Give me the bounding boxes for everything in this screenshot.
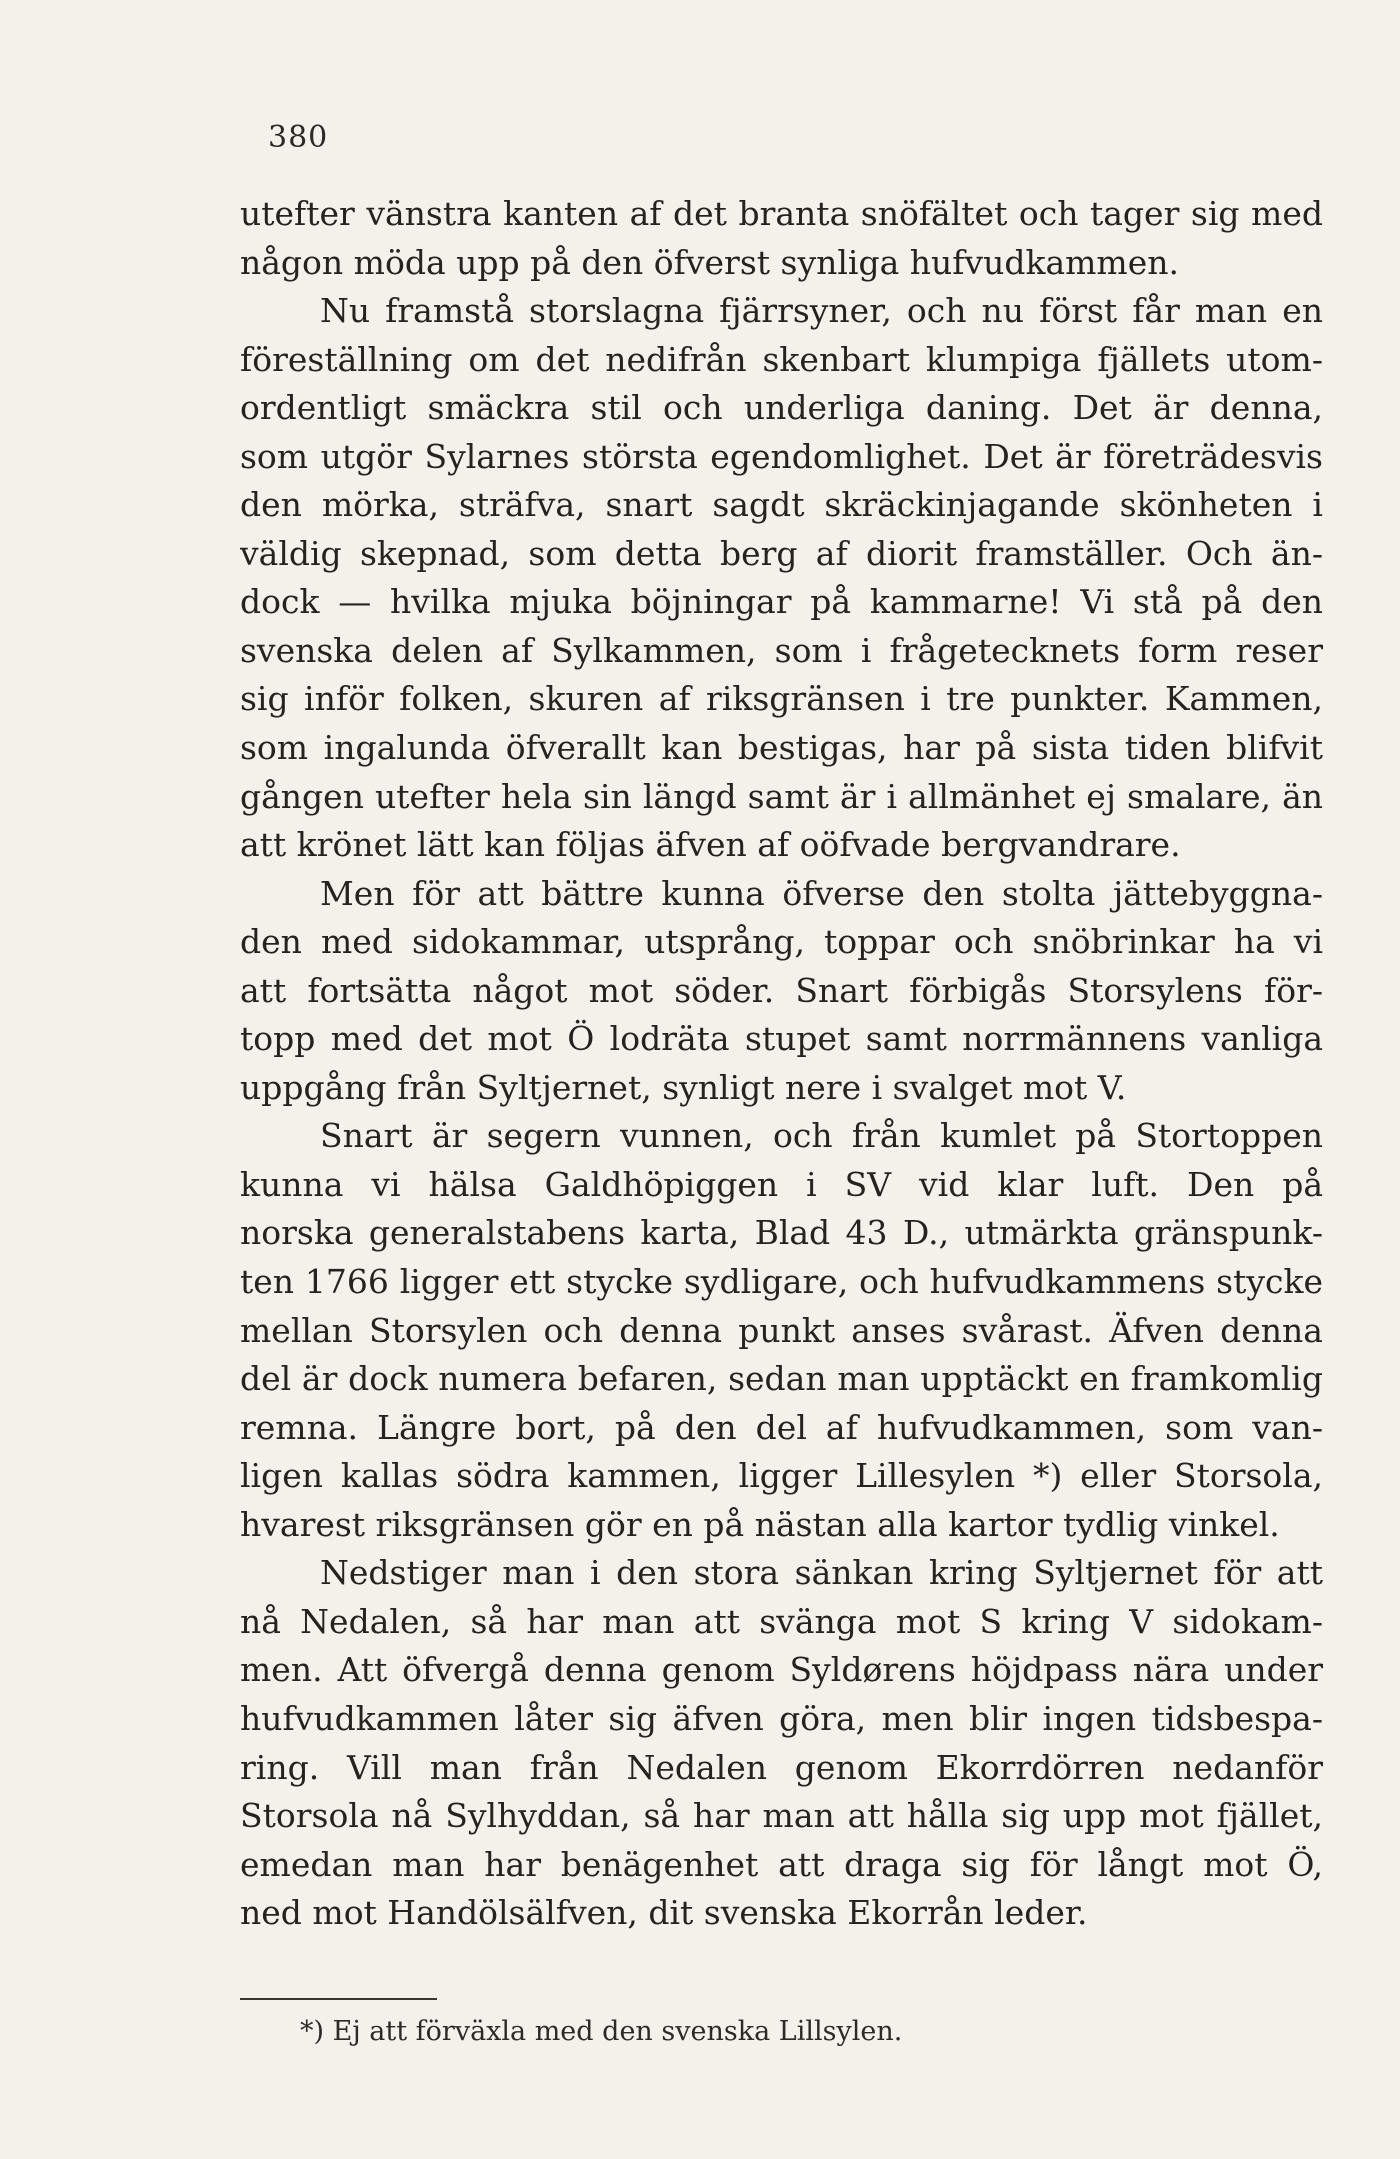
text-line: svenska delen af Sylkammen, som i frågetecknets form reser <box>240 630 1323 670</box>
text-line: ned mot Handölsälfven, dit svenska Ekorrån leder. <box>240 1893 1088 1933</box>
text-line: sig inför folken, skuren af riksgränsen i tre punkter. Kammen, <box>240 679 1323 719</box>
footnote: *) Ej att förväxla med den svenska Lillsylen. <box>300 2016 903 2047</box>
text-line: norska generalstabens karta, Blad 43 D., utmärkta gränspunk- <box>240 1213 1323 1253</box>
text-line: uppgång från Syltjernet, synligt nere i svalget mot V. <box>240 1067 1127 1107</box>
text-line: ordentligt smäckra stil och underliga daning. Det är denna, <box>240 388 1323 428</box>
footnote-rule <box>240 1998 437 2000</box>
text-line: den mörka, sträfva, snart sagdt skräckinjagande skönheten i <box>240 485 1323 525</box>
text-line: att krönet lätt kan följas äfven af oöfvade bergvandrare. <box>240 825 1181 865</box>
text-line: som utgör Sylarnes största egendomlighet. Det är företrädesvis <box>240 436 1323 476</box>
text-line: Men för att bättre kunna öfverse den stolta jättebyggna- <box>320 873 1323 913</box>
text-line: utefter vänstra kanten af det branta snöfältet och tager sig med <box>240 194 1323 233</box>
text-line: som ingalunda öfverallt kan bestigas, har på sista tiden blifvit <box>240 728 1323 768</box>
text-line: Nu framstå storslagna fjärrsyner, och nu först får man en <box>320 291 1323 331</box>
text-line: att fortsätta något mot söder. Snart förbigås Storsylens för- <box>240 970 1323 1010</box>
text-line: föreställning om det nedifrån skenbart klumpiga fjällets utom- <box>240 339 1323 379</box>
text-line: men. Att öfvergå denna genom Syldørens höjdpass nära under <box>240 1650 1323 1690</box>
page-number: 380 <box>268 120 329 155</box>
text-line: ring. Vill man från Nedalen genom Ekorrdörren nedanför <box>240 1747 1323 1787</box>
text-line: remna. Längre bort, på den del af hufvudkammen, som van- <box>240 1407 1323 1447</box>
text-line: hvarest riksgränsen gör en på nästan alla kartor tydlig vinkel. <box>240 1504 1280 1544</box>
text-line: ten 1766 ligger ett stycke sydligare, och hufvudkammens stycke <box>240 1262 1323 1302</box>
text-line: emedan man har benägenhet att draga sig för långt mot Ö, <box>240 1844 1323 1884</box>
text-line: Nedstiger man i den stora sänkan kring Syltjernet för att <box>320 1553 1323 1593</box>
text-line: kunna vi hälsa Galdhöpiggen i SV vid klar luft. Den på <box>240 1164 1323 1204</box>
text-line: nå Nedalen, så har man att svänga mot S kring V sidokam- <box>240 1601 1323 1641</box>
text-line: dock — hvilka mjuka böjningar på kammarne! Vi stå på den <box>240 582 1323 622</box>
text-line: del är dock numera befaren, sedan man upptäckt en framkomlig <box>240 1359 1323 1399</box>
text-line: hufvudkammen låter sig äfven göra, men blir ingen tidsbespa- <box>240 1698 1323 1738</box>
text-line: väldig skepnad, som detta berg af diorit framställer. Och än- <box>240 533 1323 573</box>
body-text <box>240 190 1323 1938</box>
text-line: den med sidokammar, utsprång, toppar och snöbrinkar ha vi <box>240 922 1323 962</box>
text-line: gången utefter hela sin längd samt är i allmänhet ej smalare, än <box>240 776 1323 816</box>
text-line: topp med det mot Ö lodräta stupet samt norrmännens vanliga <box>240 1019 1323 1059</box>
text-line: Storsola nå Sylhyddan, så har man att hålla sig upp mot fjället, <box>240 1796 1323 1836</box>
text-line: någon möda upp på den öfverst synliga hufvudkammen. <box>240 242 1180 282</box>
text-line: Snart är segern vunnen, och från kumlet på Stortoppen <box>320 1116 1323 1156</box>
text-line: ligen kallas södra kammen, ligger Lillesylen *) eller Storsola, <box>240 1456 1323 1496</box>
text-line: mellan Storsylen och denna punkt anses svårast. Äfven denna <box>240 1310 1323 1350</box>
